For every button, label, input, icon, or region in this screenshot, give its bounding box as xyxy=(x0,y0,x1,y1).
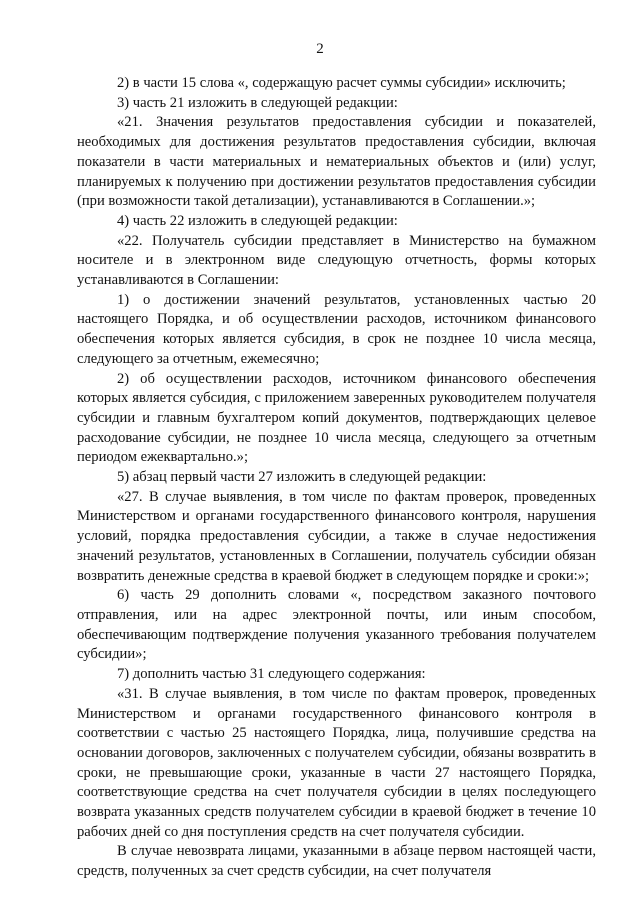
paragraph-amendment-2: 2) в части 15 слова «, содержащую расчет суммы субсидии» исключить; xyxy=(117,75,566,91)
paragraph-part-22-item-1: 1) о достижении значений результатов, установленных частью 20 настоящего Порядка, и об осуществлении расходов, источником финансового обеспечения которых является субсидия, в срок не позднее 10 числа месяца, следующего за отчетным, ежемесячно; xyxy=(77,291,596,367)
paragraph-amendment-3: 3) часть 21 изложить в следующей редакции: xyxy=(117,94,398,111)
paragraph-amendment-4: 4) часть 22 изложить в следующей редакции: xyxy=(117,212,398,229)
paragraph-amendment-6: 6) часть 29 дополнить словами «, посредством заказного почтового отправления, или на адрес электронной почты, или иным способом, обеспечивающим подтверждение получения указанного требования получателем субсидии»; xyxy=(77,587,596,663)
paragraph-amendment-5: 5) абзац первый части 27 изложить в следующей редакции: xyxy=(117,469,487,486)
document-body xyxy=(77,74,596,882)
paragraph-amendment-7: 7) дополнить частью 31 следующего содержания: xyxy=(117,666,426,683)
paragraph-part-31-continuation: В случае невозврата лицами, указанными в абзаце первом настоящей части, средств, полученных за счет средств субсидии, на счет получателя xyxy=(77,843,596,880)
page-number: 2 xyxy=(316,41,324,57)
paragraph-part-27-text: «27. В случае выявления, в том числе по фактам проверок, проведенных Министерством и органами государственного финансового контроля, нарушения условий, порядка предоставления субсидии, а также в случае недостижения значений результатов, установленных в Соглашении, получатель субсидии обязан возвратить денежные средства в краевой бюджет в следующем порядке и сроки:»; xyxy=(77,488,596,584)
paragraph-part-21-text: «21. Значения результатов предоставления субсидии и показателей, необходимых для достижения результатов предоставления субсидии, включая показатели в части материальных и нематериальных объектов и (или) услуг, планируемых к получению при достижении результатов предоставления субсидии (при возможности такой детализации), устанавливаются в Соглашении.»; xyxy=(77,114,596,210)
paragraph-part-31-text: «31. В случае выявления, в том числе по фактам проверок, проведенных Министерством и органами государственного финансового контроля в соответствии с частью 25 настоящего Порядка, лица, получившие средства на основании договоров, заключенных с получателем субсидии, обязаны возвратить в сроки, не превышающие сроки, указанные в части 27 настоящего Порядка, соответствующие средства на счет получателя субсидии в целях последующего возврата указанных средств получателем субсидии в краевой бюджет в течение 10 рабочих дней со дня поступления средств на счет получателя субсидии. xyxy=(77,685,596,840)
paragraph-part-22-item-2: 2) об осуществлении расходов, источником финансового обеспечения которых является субсидия, с приложением заверенных руководителем получателя субсидии и главным бухгалтером копий документов, подтверждающих целевое расходование субсидии, не позднее 10 числа месяца, следующего за отчетным периодом ежеквартально.»; xyxy=(77,370,596,466)
paragraph-part-22-text: «22. Получатель субсидии представляет в Министерство на бумажном носителе и в электронном виде следующую отчетность, формы которых устанавливаются в Соглашении: xyxy=(77,232,596,289)
